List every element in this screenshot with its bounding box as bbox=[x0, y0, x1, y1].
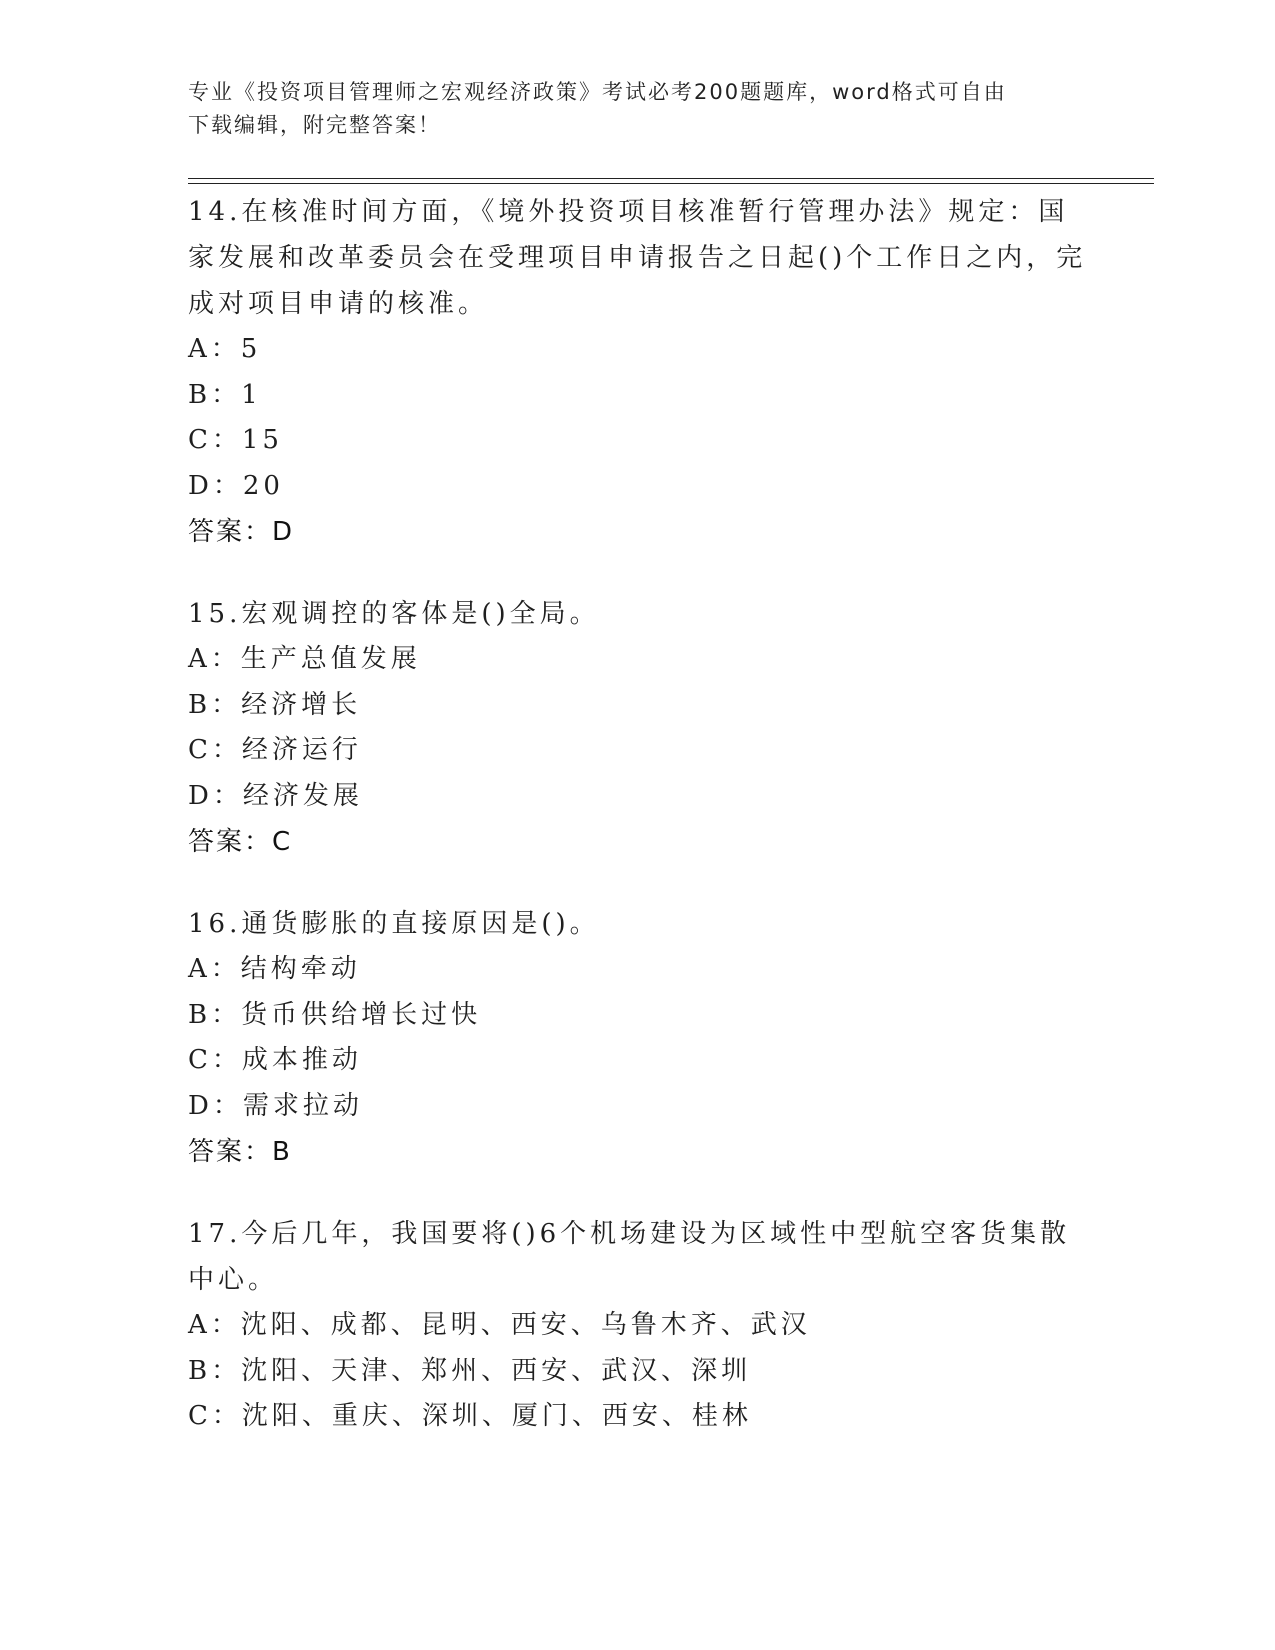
option-d: D：需求拉动 bbox=[188, 1090, 363, 1121]
option-b: B：经济增长 bbox=[188, 689, 362, 720]
answer-line: 答案：C bbox=[188, 827, 293, 857]
intro-line-2: 下载编辑，附完整答案！ bbox=[188, 113, 441, 137]
option-b: B：货币供给增长过快 bbox=[188, 999, 482, 1030]
option-c: C：15 bbox=[188, 425, 283, 455]
option-c: C：成本推动 bbox=[188, 1045, 362, 1075]
divider-thin bbox=[188, 178, 1154, 179]
question-stem: 15.宏观调控的客体是()全局。 bbox=[188, 599, 600, 629]
question-list bbox=[188, 189, 1088, 1476]
question-15 bbox=[188, 591, 1088, 865]
document-intro bbox=[188, 76, 1068, 142]
question-stem: 14.在核准时间方面，《境外投资项目核准暂行管理办法》规定：国家发展和改革委员会在受理项目申请报告之日起()个工作日之内，完成对项目申请的核准。 bbox=[188, 197, 1087, 319]
option-d: D：20 bbox=[188, 470, 284, 501]
question-16 bbox=[188, 901, 1088, 1175]
option-a: A：5 bbox=[188, 334, 262, 364]
option-a: A：生产总值发展 bbox=[188, 644, 421, 674]
option-a: A：结构牵动 bbox=[188, 954, 361, 984]
option-c: C：沈阳、重庆、深圳、厦门、西安、桂林 bbox=[188, 1401, 752, 1431]
option-a: A：沈阳、成都、昆明、西安、乌鲁木齐、武汉 bbox=[188, 1310, 811, 1340]
option-d: D：经济发展 bbox=[188, 780, 363, 811]
option-b: B：1 bbox=[188, 379, 262, 410]
option-b: B：沈阳、天津、郑州、西安、武汉、深圳 bbox=[188, 1355, 752, 1386]
question-stem: 16.通货膨胀的直接原因是()。 bbox=[188, 909, 600, 939]
intro-line-1: 专业《投资项目管理师之宏观经济政策》考试必考200题题库，word格式可自由 bbox=[188, 80, 1007, 104]
answer-line: 答案：B bbox=[188, 1137, 292, 1167]
question-17 bbox=[188, 1211, 1088, 1440]
option-c: C：经济运行 bbox=[188, 735, 362, 765]
question-14 bbox=[188, 189, 1088, 555]
divider-thick bbox=[188, 183, 1154, 184]
question-stem: 17.今后几年，我国要将()6个机场建设为区域性中型航空客货集散中心。 bbox=[188, 1219, 1071, 1295]
answer-line: 答案：D bbox=[188, 517, 295, 547]
